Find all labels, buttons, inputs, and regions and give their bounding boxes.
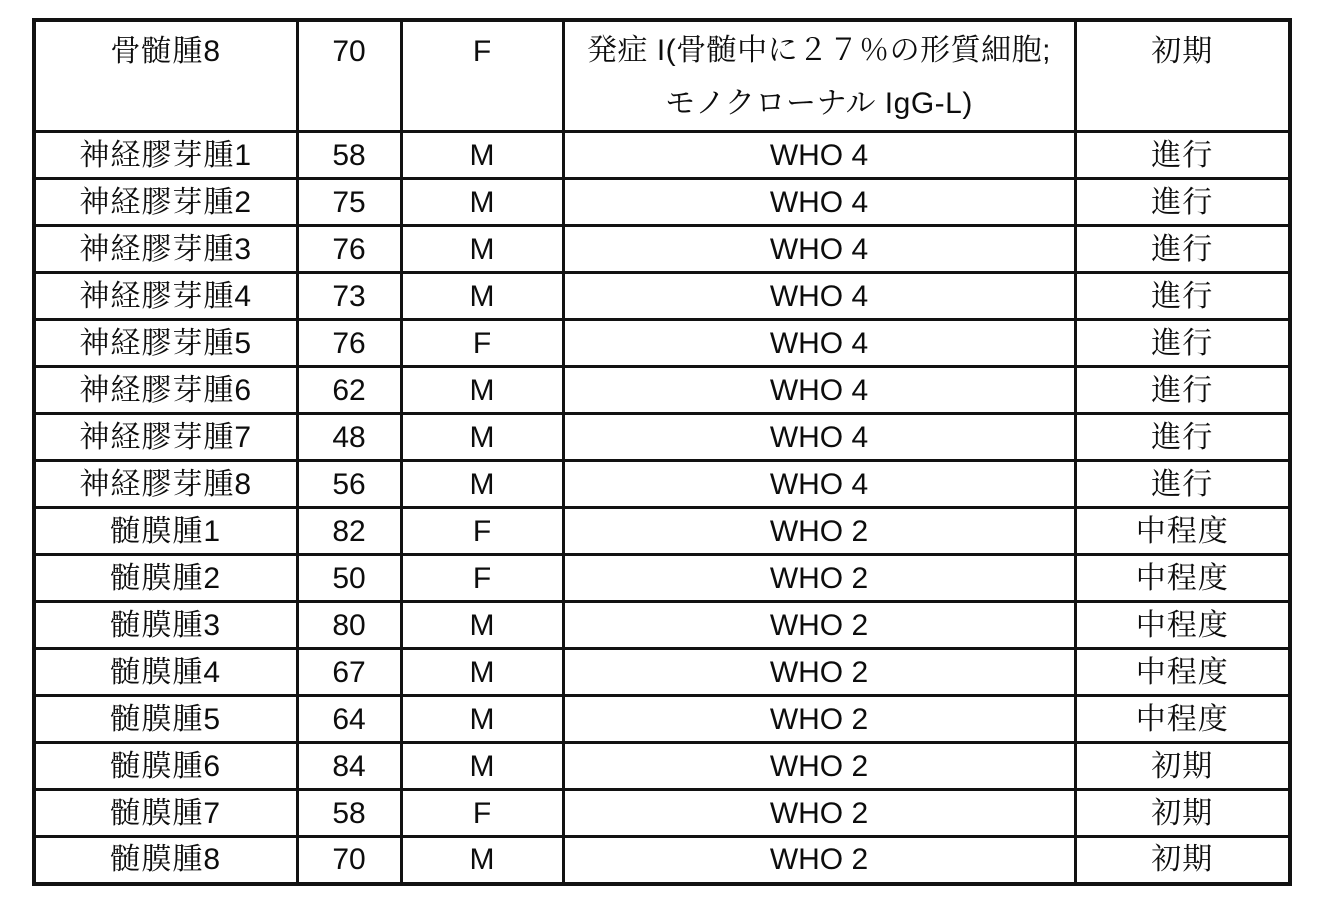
cell-sample-id: 髄膜腫2 bbox=[34, 555, 297, 602]
cell-sample-id: 神経膠芽腫2 bbox=[34, 179, 297, 226]
cell-disease-stage: 中程度 bbox=[1075, 508, 1290, 555]
table-row bbox=[34, 179, 1290, 226]
cell-diagnosis-grade: WHO 2 bbox=[563, 649, 1075, 696]
cell-age: 62 bbox=[297, 367, 401, 414]
cell-disease-stage: 進行 bbox=[1075, 367, 1290, 414]
table-row bbox=[34, 508, 1290, 555]
cell-disease-stage: 初期 bbox=[1075, 743, 1290, 790]
table-row bbox=[34, 649, 1290, 696]
cell-sex: M bbox=[401, 414, 563, 461]
cell-sex: M bbox=[401, 179, 563, 226]
cell-diagnosis-grade: WHO 4 bbox=[563, 226, 1075, 273]
cell-sex: M bbox=[401, 461, 563, 508]
cell-sex: M bbox=[401, 649, 563, 696]
cell-age: 76 bbox=[297, 226, 401, 273]
cell-disease-stage: 進行 bbox=[1075, 226, 1290, 273]
patient-table-body bbox=[34, 20, 1290, 884]
cell-age: 80 bbox=[297, 602, 401, 649]
table-row bbox=[34, 132, 1290, 179]
cell-sample-id: 髄膜腫6 bbox=[34, 743, 297, 790]
cell-sex: F bbox=[401, 20, 563, 132]
cell-sample-id: 骨髄腫8 bbox=[34, 20, 297, 132]
cell-age: 67 bbox=[297, 649, 401, 696]
cell-sample-id: 髄膜腫5 bbox=[34, 696, 297, 743]
cell-diagnosis-grade: WHO 2 bbox=[563, 602, 1075, 649]
table-row bbox=[34, 414, 1290, 461]
cell-sex: F bbox=[401, 555, 563, 602]
cell-diagnosis-grade: WHO 4 bbox=[563, 132, 1075, 179]
cell-age: 75 bbox=[297, 179, 401, 226]
cell-age: 70 bbox=[297, 20, 401, 132]
table-row bbox=[34, 743, 1290, 790]
cell-sex: M bbox=[401, 696, 563, 743]
cell-disease-stage: 進行 bbox=[1075, 132, 1290, 179]
cell-sex: M bbox=[401, 602, 563, 649]
cell-sample-id: 神経膠芽腫8 bbox=[34, 461, 297, 508]
table-row bbox=[34, 837, 1290, 884]
cell-sample-id: 神経膠芽腫1 bbox=[34, 132, 297, 179]
cell-sex: F bbox=[401, 790, 563, 837]
table-row bbox=[34, 273, 1290, 320]
table-row bbox=[34, 367, 1290, 414]
cell-disease-stage: 初期 bbox=[1075, 790, 1290, 837]
cell-age: 70 bbox=[297, 837, 401, 884]
cell-age: 64 bbox=[297, 696, 401, 743]
cell-diagnosis-grade: WHO 2 bbox=[563, 790, 1075, 837]
cell-disease-stage: 初期 bbox=[1075, 20, 1290, 132]
cell-age: 58 bbox=[297, 790, 401, 837]
cell-sex: M bbox=[401, 837, 563, 884]
cell-sample-id: 神経膠芽腫5 bbox=[34, 320, 297, 367]
patient-table bbox=[32, 18, 1292, 886]
cell-sample-id: 髄膜腫1 bbox=[34, 508, 297, 555]
cell-sex: M bbox=[401, 743, 563, 790]
cell-diagnosis-grade: WHO 2 bbox=[563, 743, 1075, 790]
table-row bbox=[34, 461, 1290, 508]
cell-sex: F bbox=[401, 508, 563, 555]
cell-sample-id: 神経膠芽腫7 bbox=[34, 414, 297, 461]
table-row bbox=[34, 20, 1290, 132]
cell-sex: M bbox=[401, 226, 563, 273]
cell-disease-stage: 進行 bbox=[1075, 414, 1290, 461]
table-row bbox=[34, 696, 1290, 743]
cell-diagnosis-grade: WHO 4 bbox=[563, 461, 1075, 508]
cell-diagnosis-grade: WHO 4 bbox=[563, 320, 1075, 367]
cell-disease-stage: 進行 bbox=[1075, 320, 1290, 367]
cell-age: 84 bbox=[297, 743, 401, 790]
cell-age: 50 bbox=[297, 555, 401, 602]
cell-diagnosis-grade: WHO 2 bbox=[563, 555, 1075, 602]
cell-sample-id: 神経膠芽腫6 bbox=[34, 367, 297, 414]
cell-disease-stage: 進行 bbox=[1075, 179, 1290, 226]
table-row bbox=[34, 790, 1290, 837]
cell-disease-stage: 中程度 bbox=[1075, 696, 1290, 743]
cell-disease-stage: 中程度 bbox=[1075, 555, 1290, 602]
cell-sex: M bbox=[401, 367, 563, 414]
cell-sample-id: 神経膠芽腫4 bbox=[34, 273, 297, 320]
cell-sample-id: 髄膜腫3 bbox=[34, 602, 297, 649]
cell-disease-stage: 進行 bbox=[1075, 273, 1290, 320]
table-row bbox=[34, 226, 1290, 273]
cell-disease-stage: 中程度 bbox=[1075, 602, 1290, 649]
cell-age: 58 bbox=[297, 132, 401, 179]
cell-diagnosis-grade: WHO 4 bbox=[563, 179, 1075, 226]
cell-age: 48 bbox=[297, 414, 401, 461]
cell-age: 73 bbox=[297, 273, 401, 320]
cell-diagnosis-grade: WHO 2 bbox=[563, 508, 1075, 555]
cell-diagnosis-grade: WHO 4 bbox=[563, 414, 1075, 461]
cell-disease-stage: 初期 bbox=[1075, 837, 1290, 884]
table-row bbox=[34, 555, 1290, 602]
cell-disease-stage: 進行 bbox=[1075, 461, 1290, 508]
cell-sample-id: 神経膠芽腫3 bbox=[34, 226, 297, 273]
cell-diagnosis-grade: 発症 I(骨髄中に２７％の形質細胞; モノクローナル IgG-L) bbox=[563, 20, 1075, 132]
cell-age: 56 bbox=[297, 461, 401, 508]
table-row bbox=[34, 602, 1290, 649]
cell-age: 76 bbox=[297, 320, 401, 367]
cell-diagnosis-grade: WHO 2 bbox=[563, 837, 1075, 884]
cell-sample-id: 髄膜腫8 bbox=[34, 837, 297, 884]
cell-sample-id: 髄膜腫4 bbox=[34, 649, 297, 696]
cell-sample-id: 髄膜腫7 bbox=[34, 790, 297, 837]
cell-diagnosis-grade: WHO 4 bbox=[563, 367, 1075, 414]
cell-age: 82 bbox=[297, 508, 401, 555]
table-row bbox=[34, 320, 1290, 367]
cell-diagnosis-grade: WHO 2 bbox=[563, 696, 1075, 743]
cell-disease-stage: 中程度 bbox=[1075, 649, 1290, 696]
cell-sex: M bbox=[401, 273, 563, 320]
cell-diagnosis-grade: WHO 4 bbox=[563, 273, 1075, 320]
cell-sex: M bbox=[401, 132, 563, 179]
cell-sex: F bbox=[401, 320, 563, 367]
